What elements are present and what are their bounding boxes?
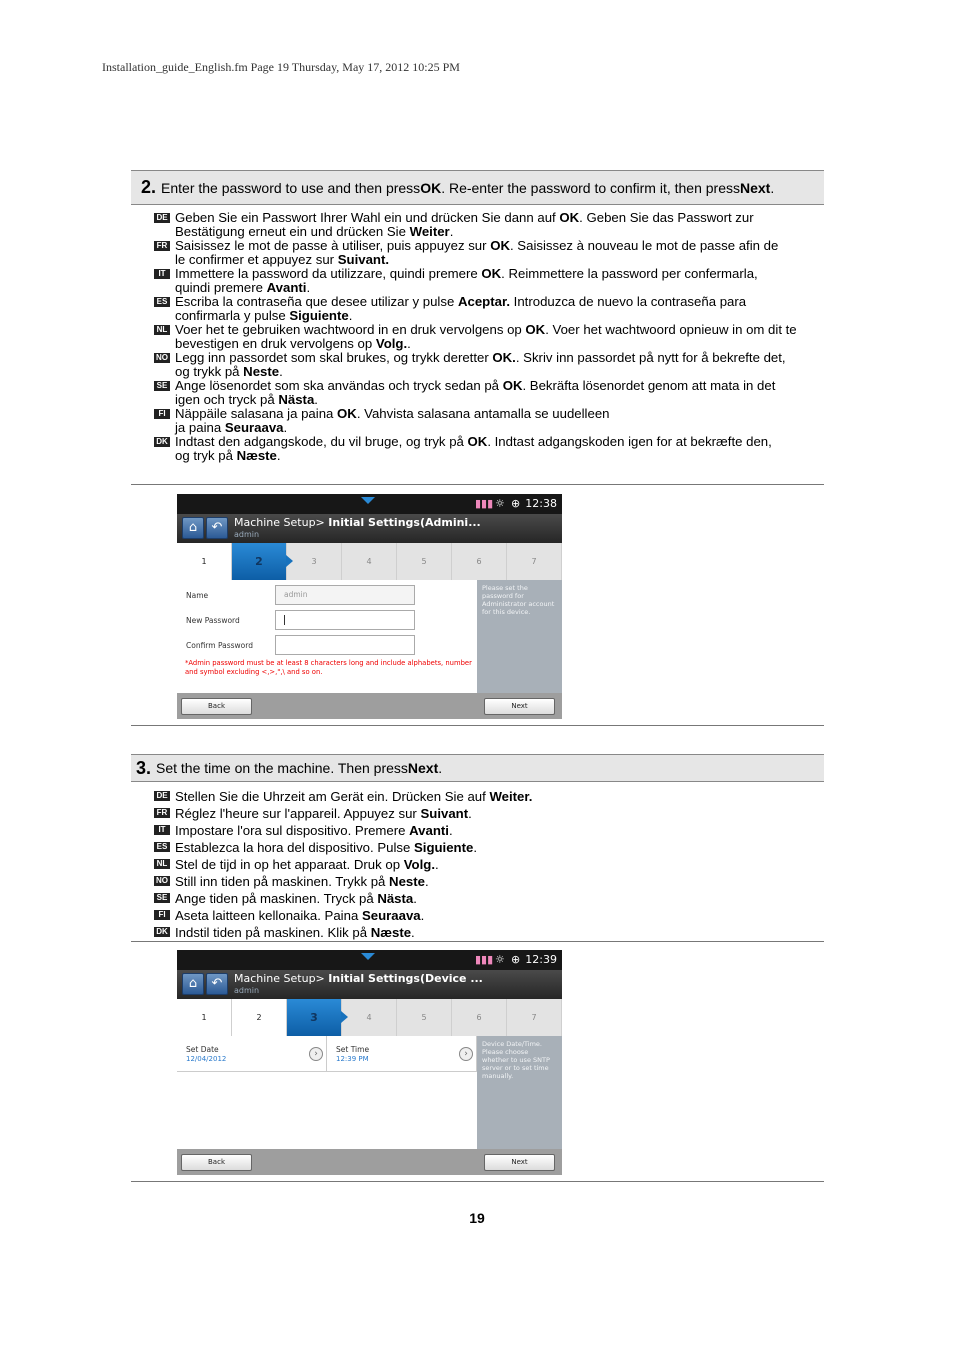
instruction-text [175, 435, 772, 463]
bold-term: OK [337, 406, 357, 421]
back-arrow-icon[interactable]: ↶ [206, 517, 228, 539]
name-label: Name [186, 591, 209, 600]
text-segment: . Indtast adgangskoden igen for at bekræfte den, [487, 434, 772, 449]
name-field[interactable]: admin [275, 585, 415, 605]
bold-term: Seuraava [361, 908, 421, 923]
text-segment: . Reimmettere la password per confermarla, [501, 266, 758, 281]
language-entry [154, 822, 824, 839]
text-segment: . [314, 392, 318, 407]
language-badge: NO [156, 876, 168, 885]
screen-subtitle: admin [234, 530, 260, 539]
language-badge: FR [154, 241, 170, 251]
language-entry [154, 907, 824, 924]
divider [131, 941, 824, 942]
chevron-right-icon[interactable]: › [309, 1047, 323, 1061]
instruction-text [175, 890, 417, 907]
brightness-icon: ☼ [495, 497, 505, 510]
step-bold: Next [407, 760, 439, 776]
frame-header: Installation_guide_English.fm Page 19 Thursday, May 17, 2012 10:25 PM [102, 60, 460, 74]
text-segment: Impostare l'ora sul dispositivo. Premere [175, 823, 410, 838]
text-segment: . [448, 823, 453, 838]
language-badge: IT [154, 825, 170, 835]
bold-term: Suivant. [337, 252, 390, 267]
new-password-label: New Password [186, 616, 240, 625]
text-segment: Introduzca de nuevo la contraseña para [510, 294, 747, 309]
text-segment: Indstil tiden på maskinen. Klik på [175, 925, 371, 940]
bold-term: Seuraava [224, 420, 284, 435]
clock: 12:39 [525, 953, 557, 966]
bold-term: Avanti [266, 280, 307, 295]
status-bar [177, 494, 562, 514]
step-cell: 1 [177, 543, 232, 580]
bold-term: OK [481, 266, 502, 281]
help-panel: Please set the password for Administrator account for this device. [477, 580, 562, 693]
text-segment: . Saisissez à nouveau le mot de passe afin de [509, 238, 779, 253]
bold-term: Weiter [409, 224, 450, 239]
set-date-item[interactable] [177, 1036, 327, 1072]
language-badge: IT [154, 269, 170, 279]
bottom-bar [177, 1149, 562, 1175]
text-segment: Still inn tiden på maskinen. Trykk på [175, 874, 390, 889]
back-button[interactable]: Back [181, 1154, 252, 1171]
text-segment: Bestätigung erneut ein und drücken Sie [175, 224, 410, 239]
chevron-right-icon[interactable]: › [459, 1047, 473, 1061]
step-cell-current: 3 [287, 999, 342, 1036]
language-badge: NL [154, 859, 170, 869]
step-text: . Re-enter the password to confirm it, then press [441, 179, 740, 196]
language-entry [154, 323, 824, 351]
status-bar [177, 950, 562, 970]
language-entry [154, 873, 824, 890]
step-cell: 7 [507, 999, 562, 1036]
screen-subtitle: admin [234, 986, 260, 995]
bold-term: Volg. [403, 857, 435, 872]
bold-term: OK [467, 434, 488, 449]
text-segment: . Bekräfta lösenordet genom att mata in det [522, 378, 776, 393]
divider [131, 1181, 824, 1182]
language-entry [154, 924, 824, 941]
language-entry [154, 379, 824, 407]
language-badge: DK [154, 927, 170, 937]
instruction-text [175, 211, 754, 239]
bold-term: OK. [492, 350, 516, 365]
step-number: 2. [141, 177, 157, 197]
bold-term: Nästa [278, 392, 315, 407]
text-segment: Voer het te gebruiken wachtwoord in en druk vervolgens op [175, 322, 526, 337]
step-indicator [177, 543, 562, 580]
step-cell: 4 [342, 543, 397, 580]
bold-term: Næste [370, 925, 412, 940]
language-entry [154, 788, 824, 805]
text-segment: . [283, 420, 288, 435]
instruction-text [175, 379, 775, 407]
step-cell-current: 2 [232, 543, 287, 580]
bold-term: Avanti [409, 823, 449, 838]
step-cell: 5 [397, 543, 452, 580]
bold-term: Nästa [377, 891, 414, 906]
text-segment: Saisissez le mot de passe à utiliser, puis appuyez sur [175, 238, 491, 253]
next-button[interactable]: Next [484, 1154, 555, 1171]
text-segment: confirmarla y pulse [175, 308, 290, 323]
step-cell: 7 [507, 543, 562, 580]
divider [131, 725, 824, 726]
text-segment: Aseta laitteen kellonaika. Paina [175, 908, 362, 923]
clock: 12:38 [525, 497, 557, 510]
confirm-password-label: Confirm Password [186, 641, 253, 650]
set-time-item[interactable] [327, 1036, 477, 1072]
language-entry [154, 805, 824, 822]
screen-title: Machine Setup> Initial Settings(Admini... [234, 516, 481, 529]
language-badge: NL [154, 325, 170, 335]
bold-term: OK [490, 238, 510, 253]
text-segment: . [449, 224, 454, 239]
instruction-text [175, 907, 424, 924]
text-segment: Stellen Sie die Uhrzeit am Gerät ein. Drücken Sie auf [175, 789, 490, 804]
text-segment: . [435, 857, 439, 872]
notification-down-icon[interactable] [361, 953, 375, 960]
language-list-step-3 [154, 788, 824, 941]
divider [131, 484, 824, 485]
instruction-text [175, 295, 746, 323]
ink-level-icon: ▮▮▮ [475, 953, 494, 966]
text-segment: Näppäile salasana ja paina [175, 406, 338, 421]
language-badge: NO [156, 353, 168, 362]
instruction-text [175, 267, 758, 295]
language-entry [154, 239, 824, 267]
language-list-step-2 [154, 211, 824, 463]
text-segment: bevestigen en druk vervolgens op [175, 336, 376, 351]
bold-term: Aceptar. [457, 294, 511, 309]
step-2-bar [131, 170, 824, 205]
bold-term: OK [502, 378, 523, 393]
step-cell: 6 [452, 543, 507, 580]
bold-term: Volg. [375, 336, 408, 351]
step-bold: Next [740, 179, 771, 196]
title-bar [177, 970, 562, 999]
language-entry [154, 839, 824, 856]
language-badge: SE [154, 893, 170, 903]
instruction-text [175, 805, 472, 822]
globe-icon: ⊕ [511, 953, 521, 966]
instruction-text [175, 924, 415, 941]
text-segment: og trykk på [175, 364, 244, 379]
bold-term: Neste [389, 874, 425, 889]
language-badge: SE [154, 381, 170, 391]
text-segment: igen och tryck på [175, 392, 279, 407]
text-segment: Legg inn passordet som skal brukes, og trykk deretter [175, 350, 493, 365]
instruction-text [175, 856, 439, 873]
language-badge: FI [154, 910, 170, 920]
language-entry [154, 435, 824, 463]
language-badge: ES [154, 297, 170, 307]
set-time-label: Set Time [336, 1045, 370, 1054]
instruction-text [175, 873, 429, 890]
language-entry [154, 856, 824, 873]
language-entry [154, 407, 824, 435]
language-entry [154, 351, 824, 379]
step-text: Enter the password to use and then press [161, 179, 421, 196]
instruction-text [175, 407, 610, 435]
instruction-text [175, 788, 532, 805]
step-indicator [177, 999, 562, 1036]
set-date-value: 12/04/2012 [186, 1055, 227, 1063]
bold-term: Weiter. [489, 789, 533, 804]
text-segment: . [420, 908, 425, 923]
step-text: . [770, 179, 775, 196]
language-badge: FR [154, 808, 170, 818]
bottom-bar [177, 693, 562, 719]
home-icon[interactable]: ⌂ [182, 517, 204, 539]
step-number: 3. [136, 757, 152, 778]
language-badge: FI [154, 409, 170, 419]
back-arrow-icon[interactable]: ↶ [206, 973, 228, 995]
form-area [177, 580, 477, 693]
text-segment: . Geben Sie das Passwort zur [579, 210, 754, 225]
text-segment: . [468, 806, 472, 821]
screen-date-time [177, 950, 562, 1175]
language-badge: ES [154, 842, 170, 852]
text-segment: Escriba la contraseña que desee utilizar y pulse [175, 294, 458, 309]
language-badge: DE [154, 213, 170, 223]
ink-level-icon: ▮▮▮ [475, 497, 494, 510]
confirm-password-field[interactable] [275, 635, 415, 655]
text-segment: quindi premere [175, 280, 267, 295]
instruction-text [175, 323, 797, 351]
password-requirement-note: *Admin password must be at least 8 characters long and include alphabets, number and symbol excluding <,>,",\ and so on. [185, 659, 472, 676]
instruction-text [175, 822, 453, 839]
text-segment: Réglez l'heure sur l'appareil. Appuyez sur [175, 806, 421, 821]
step-cell: 1 [177, 999, 232, 1036]
text-segment: . [473, 840, 478, 855]
text-segment: . [276, 448, 281, 463]
screen-title: Machine Setup> Initial Settings(Device ... [234, 972, 483, 985]
notification-down-icon[interactable] [361, 497, 375, 504]
language-entry [154, 890, 824, 907]
text-segment: Ange tiden på maskinen. Tryck på [175, 891, 378, 906]
language-badge: DE [154, 791, 170, 801]
bold-term: Næste [236, 448, 277, 463]
step-cell: 2 [232, 999, 287, 1036]
language-badge: DK [154, 437, 170, 447]
step-cell: 5 [397, 999, 452, 1036]
text-segment: . Skriv inn passordet på nytt for å bekrefte det, [515, 350, 786, 365]
language-entry [154, 267, 824, 295]
screen-password [177, 494, 562, 719]
new-password-field[interactable] [275, 610, 415, 630]
text-segment: Stel de tijd in op het apparaat. Druk op [175, 857, 404, 872]
text-segment: . [306, 280, 311, 295]
step-cell: 4 [342, 999, 397, 1036]
language-entry [154, 295, 824, 323]
step-bold: OK [420, 179, 442, 196]
step-cell: 3 [287, 543, 342, 580]
text-segment: Immettere la password da utilizzare, quindi premere [175, 266, 482, 281]
instruction-text [175, 351, 786, 379]
bold-term: OK [559, 210, 580, 225]
bold-term: Siguiente [289, 308, 349, 323]
text-segment: Indtast den adgangskode, du vil bruge, og tryk på [175, 434, 468, 449]
settings-area [177, 1036, 477, 1149]
text-segment: Establezca la hora del dispositivo. Pulse [175, 840, 414, 855]
text-segment: . [407, 336, 411, 351]
bold-term: Neste [243, 364, 280, 379]
step-text: Set the time on the machine. Then press [156, 760, 408, 776]
bold-term: OK [525, 322, 546, 337]
step-cell: 6 [452, 999, 507, 1036]
text-segment: Ange lösenordet som ska användas och tryck sedan på [175, 378, 503, 393]
language-entry [154, 211, 824, 239]
help-panel: Device Date/Time. Please choose whether to use SNTP server or to set time manually. [477, 1036, 562, 1149]
text-segment: . Voer het wachtwoord opnieuw in om dit te [545, 322, 797, 337]
text-segment: . Vahvista salasana antamalla se uudelleen [356, 406, 610, 421]
step-text: . [438, 760, 443, 776]
text-segment: . [348, 308, 353, 323]
next-button[interactable]: Next [484, 698, 555, 715]
back-button[interactable]: Back [181, 698, 252, 715]
set-date-label: Set Date [186, 1045, 219, 1054]
globe-icon: ⊕ [511, 497, 521, 510]
brightness-icon: ☼ [495, 953, 505, 966]
text-segment: . [411, 925, 415, 940]
text-segment: Geben Sie ein Passwort Ihrer Wahl ein und drücken Sie dann auf [175, 210, 560, 225]
text-segment: . [279, 364, 283, 379]
text-segment: ja paina [175, 420, 225, 435]
bold-term: Siguiente [413, 840, 474, 855]
step-3-bar [131, 754, 824, 782]
set-time-value: 12:39 PM [336, 1055, 369, 1063]
page-number: 19 [469, 1210, 485, 1226]
instruction-text [175, 839, 477, 856]
home-icon[interactable]: ⌂ [182, 973, 204, 995]
title-bar [177, 514, 562, 543]
text-segment: . [424, 874, 429, 889]
bold-term: Suivant [420, 806, 469, 821]
instruction-text [175, 239, 778, 267]
text-segment: . [413, 891, 417, 906]
text-segment: le confirmer et appuyez sur [175, 252, 338, 267]
text-segment: og tryk på [175, 448, 237, 463]
